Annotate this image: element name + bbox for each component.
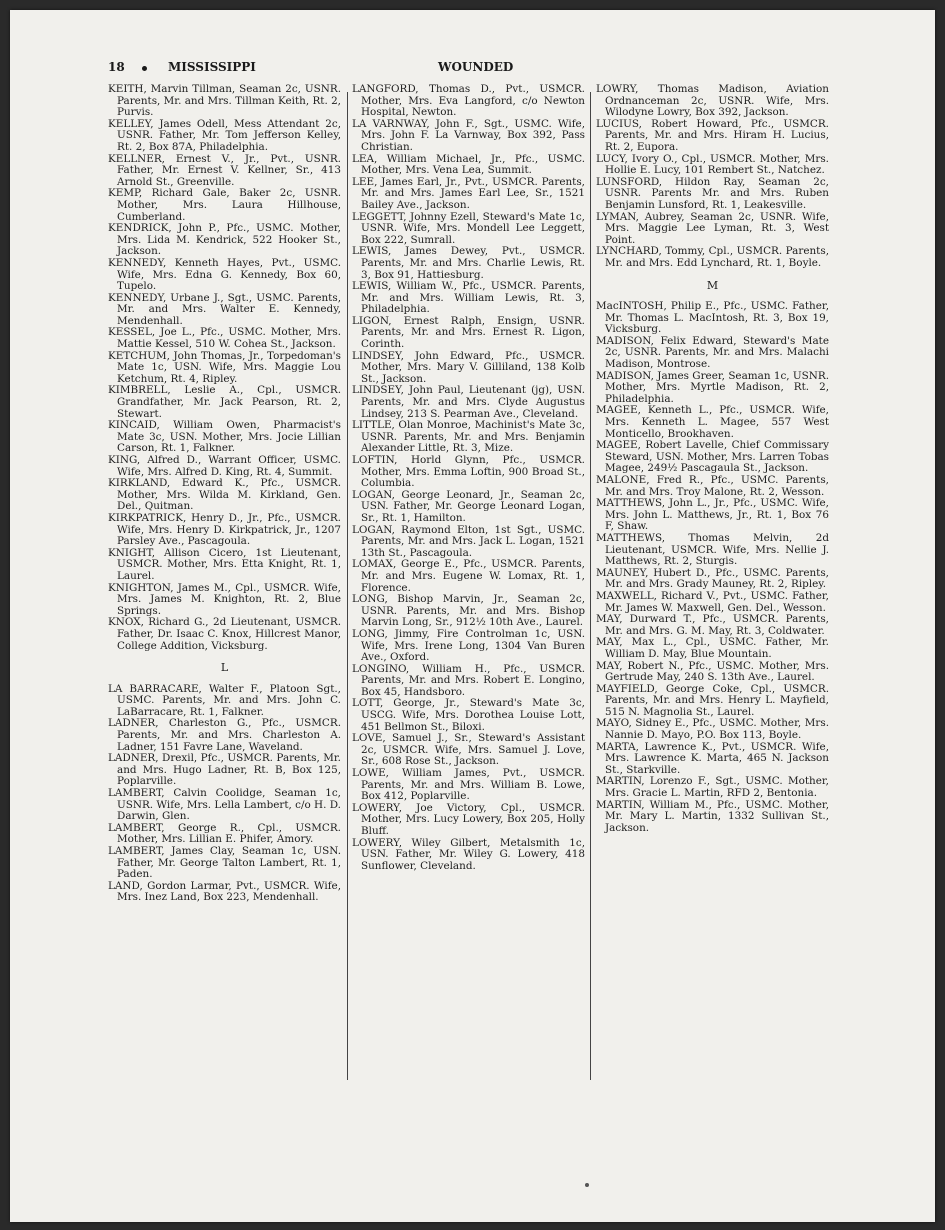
roster-entry: MAY, Durward T., Pfc., USMCR. Parents, Mr. and Mrs. G. M. May, Rt. 3, Coldwater.	[596, 613, 829, 637]
roster-entry: KENNEDY, Kenneth Hayes, Pvt., USMC. Wife, Mrs. Edna G. Kennedy, Box 60, Tupelo.	[108, 256, 341, 293]
roster-entry: KENDRICK, John P., Pfc., USMC. Mother, Mrs. Lida M. Kendrick, 522 Hooker St., Jackson.	[108, 222, 341, 258]
section-letter: M	[706, 278, 719, 292]
column-divider	[347, 92, 348, 1080]
roster-entry: LOMAX, George E., Pfc., USMCR. Parents, Mr. and Mrs. Eugene W. Lomax, Rt. 1, Florence.	[352, 558, 585, 594]
roster-entry: KINCAID, William Owen, Pharmacist's Mate 3c, USN. Mother, Mrs. Jocie Lillian Carson, Rt. 1, Falkner.	[108, 419, 341, 455]
page-header	[108, 60, 848, 76]
roster-entry: MAYFIELD, George Coke, Cpl., USMCR. Parents, Mr. and Mrs. Henry L. Mayfield, 515 N. Magnolia St., Laurel.	[596, 682, 829, 718]
roster-entry: MARTIN, Lorenzo F., Sgt., USMC. Mother, Mrs. Gracie L. Martin, RFD 2, Bentonia.	[596, 775, 829, 800]
roster-entry: LUCIUS, Robert Howard, Pfc., USMCR. Parents, Mr. and Mrs. Hiram H. Lucius, Rt. 2, Eupora.	[596, 117, 829, 153]
roster-entry: LEWIS, William W., Pfc., USMCR. Parents, Mr. and Mrs. William Lewis, Rt. 3, Philadelphia.	[352, 280, 585, 316]
roster-entry: LOWERY, Wiley Gilbert, Metalsmith 1c, USN. Father, Mr. Wiley G. Lowery, 418 Sunflower, Cleveland.	[352, 836, 585, 872]
roster-entry: MATTHEWS, Thomas Melvin, 2d Lieutenant, USMCR. Wife, Mrs. Nellie J. Matthews, Rt. 2, Sturgis.	[596, 531, 829, 568]
roster-entry: LANGFORD, Thomas D., Pvt., USMCR. Mother, Mrs. Eva Langford, c/o Newton Hospital, Newton.	[352, 83, 585, 119]
roster-entry: LEGGETT, Johnny Ezell, Steward's Mate 1c, USNR. Wife, Mrs. Mondell Lee Leggett, Box 222, Sumrall.	[352, 210, 585, 246]
entry-list	[596, 301, 829, 834]
roster-entry: LA VARNWAY, John F., Sgt., USMC. Wife, Mrs. John F. La Varnway, Box 392, Pass Christian.	[352, 117, 585, 153]
roster-entry: MARTIN, William M., Pfc., USMC. Mother, Mr. Mary L. Martin, 1332 Sullivan St., Jackson.	[596, 798, 829, 834]
page-mark	[585, 1183, 589, 1187]
roster-entry: MacINTOSH, Philip E., Pfc., USMC. Father, Mr. Thomas L. MacIntosh, Rt. 3, Box 19, Vicksburg.	[596, 300, 829, 336]
roster-entry: LEA, William Michael, Jr., Pfc., USMC. Mother, Mrs. Vena Lea, Summit.	[352, 152, 585, 177]
roster-entry: LOGAN, Raymond Elton, 1st Sgt., USMC. Parents, Mr. and Mrs. Jack L. Logan, 1521 13th St., Pascagoula.	[352, 523, 585, 559]
roster-entry: KEITH, Marvin Tillman, Seaman 2c, USNR. Parents, Mr. and Mrs. Tillman Keith, Rt. 2, Purvis.	[108, 83, 341, 119]
roster-entry: LONGINO, William H., Pfc., USMCR. Parents, Mr. and Mrs. Robert E. Longino, Box 45, Handsboro.	[352, 662, 585, 698]
roster-entry: LEWIS, James Dewey, Pvt., USMCR. Parents, Mr. and Mrs. Charlie Lewis, Rt. 3, Box 91, Hattiesburg.	[352, 245, 585, 281]
roster-entry: LADNER, Charleston G., Pfc., USMCR. Parents, Mr. and Mrs. Charleston A. Ladner, 151 Favre Lane, Waveland.	[108, 717, 341, 753]
roster-entry: KEMP, Richard Gale, Baker 2c, USNR. Mother, Mrs. Laura Hillhouse, Cumberland.	[108, 187, 341, 223]
roster-entry: KIMBRELL, Leslie A., Cpl., USMCR. Grandfather, Mr. Jack Pearson, Rt. 2, Stewart.	[108, 384, 341, 420]
roster-entry: MALONE, Fred R., Pfc., USMC. Parents, Mr. and Mrs. Troy Malone, Rt. 2, Wesson.	[596, 474, 829, 498]
roster-entry: MADISON, Felix Edward, Steward's Mate 2c, USNR. Parents, Mr. and Mrs. Malachi Madison, Montrose.	[596, 334, 829, 371]
roster-entry: LUCY, Ivory O., Cpl., USMCR. Mother, Mrs. Hollie E. Lucy, 101 Rembert St., Natchez.	[596, 152, 829, 177]
roster-entry: LAND, Gordon Larmar, Pvt., USMCR. Wife, Mrs. Inez Land, Box 223, Mendenhall.	[108, 879, 341, 904]
roster-entry: LIGON, Ernest Ralph, Ensign, USNR. Parents, Mr. and Mrs. Ernest R. Ligon, Corinth.	[352, 314, 585, 351]
roster-entry: KELLEY, James Odell, Mess Attendant 2c, USNR. Father, Mr. Tom Jefferson Kelley, Rt. 2, Box 87A, Philadelphia.	[108, 117, 341, 153]
entry-list	[352, 84, 585, 872]
roster-entry: LAMBERT, George R., Cpl., USMCR. Mother, Mrs. Lillian E. Phifer, Amory.	[108, 821, 341, 846]
roster-entry: MADISON, James Greer, Seaman 1c, USNR. Mother, Mrs. Myrtle Madison, Rt. 2, Philadelphia.	[596, 369, 829, 405]
roster-entry: LOGAN, George Leonard, Jr., Seaman 2c, USN. Father, Mr. George Leonard Logan, Sr., Rt. 1, Hamilton.	[352, 488, 585, 524]
roster-entry: LOWRY, Thomas Madison, Aviation Ordnanceman 2c, USNR. Wife, Mrs. Wilodyne Lowry, Box 392, Jackson.	[596, 83, 829, 119]
bullet-separator	[142, 66, 147, 71]
entry-list	[108, 84, 341, 652]
roster-entry: MAXWELL, Richard V., Pvt., USMC. Father, Mr. James W. Maxwell, Gen. Del., Wesson.	[596, 589, 829, 614]
page-number: 18	[108, 60, 125, 74]
column-divider	[590, 92, 591, 1080]
roster-entry: LOFTIN, Horld Glynn, Pfc., USMCR. Mother, Mrs. Emma Loftin, 900 Broad St., Columbia.	[352, 454, 585, 490]
section-letter: L	[220, 661, 229, 675]
roster-entry: LOWE, William James, Pvt., USMCR. Parents, Mr. and Mrs. William B. Lowe, Box 412, Poplarville.	[352, 767, 585, 803]
roster-entry: LUNSFORD, Hildon Ray, Seaman 2c, USNR. Parents Mr. and Mrs. Ruben Benjamin Lunsford, Rt. 1, Leakesville.	[596, 175, 829, 211]
roster-entry: LAMBERT, James Clay, Seaman 1c, USN. Father, Mr. George Talton Lambert, Rt. 1, Paden.	[108, 845, 341, 881]
roster-entry: KING, Alfred D., Warrant Officer, USMC. Wife, Mrs. Alfred D. King, Rt. 4, Summit.	[108, 454, 341, 478]
roster-entry: MAY, Max L., Cpl., USMC. Father, Mr. William D. May, Blue Mountain.	[596, 636, 829, 660]
roster-entry: LA BARRACARE, Walter F., Platoon Sgt., USMC. Parents, Mr. and Mrs. John C. LaBarracare, Rt. 1, Falkner.	[108, 682, 341, 718]
entry-list	[596, 84, 829, 270]
entry-list	[108, 684, 341, 904]
roster-entry: MAYO, Sidney E., Pfc., USMC. Mother, Mrs. Nannie D. Mayo, P.O. Box 113, Boyle.	[596, 717, 829, 742]
roster-entry: LOVE, Samuel J., Sr., Steward's Assistant 2c, USMCR. Wife, Mrs. Samuel J. Love, Sr., 608 Rose St., Jackson.	[352, 732, 585, 768]
roster-entry: KNIGHTON, James M., Cpl., USMCR. Wife, Mrs. James M. Knighton, Rt. 2, Blue Springs.	[108, 581, 341, 617]
roster-entry: KETCHUM, John Thomas, Jr., Torpedoman's Mate 1c, USN. Wife, Mrs. Maggie Lou Ketchum, Rt. 4, Ripley.	[108, 349, 341, 385]
roster-entry: KNIGHT, Allison Cicero, 1st Lieutenant, USMCR. Mother, Mrs. Etta Knight, Rt. 1, Laurel.	[108, 546, 341, 582]
roster-entry: LONG, Jimmy, Fire Controlman 1c, USN. Wife, Mrs. Irene Long, 1304 Van Buren Ave., Oxford.	[352, 627, 585, 664]
roster-entry: LOWERY, Joe Victory, Cpl., USMCR. Mother, Mrs. Lucy Lowery, Box 205, Holly Bluff.	[352, 801, 585, 837]
roster-entry: KESSEL, Joe L., Pfc., USMC. Mother, Mrs. Mattie Kessel, 510 W. Cohea St., Jackson.	[108, 326, 341, 351]
roster-entry: KIRKLAND, Edward K., Pfc., USMCR. Mother, Mrs. Wilda M. Kirkland, Gen. Del., Quitman.	[108, 477, 341, 513]
roster-entry: MAUNEY, Hubert D., Pfc., USMC. Parents, Mr. and Mrs. Grady Mauney, Rt. 2, Ripley.	[596, 566, 829, 591]
roster-entry: LONG, Bishop Marvin, Jr., Seaman 2c, USNR. Parents, Mr. and Mrs. Bishop Marvin Long, Sr., 912½ 10th Ave., Laurel.	[352, 593, 585, 629]
column-2	[352, 84, 585, 872]
roster-entry: LITTLE, Olan Monroe, Machinist's Mate 3c, USNR. Parents, Mr. and Mrs. Benjamin Alexander Little, Rt. 3, Mize.	[352, 419, 585, 455]
roster-entry: MAGEE, Robert Lavelle, Chief Commissary Steward, USN. Mother, Mrs. Larren Tobas Magee, 249½ Pascagaula St., Jackson.	[596, 439, 829, 475]
roster-entry: KENNEDY, Urbane J., Sgt., USMC. Parents, Mr. and Mrs. Walter E. Kennedy, Mendenhall.	[108, 291, 341, 327]
roster-entry: KNOX, Richard G., 2d Lieutenant, USMCR. Father, Dr. Isaac C. Knox, Hillcrest Manor, College Addition, Vicksburg.	[108, 616, 341, 652]
roster-entry: LAMBERT, Calvin Coolidge, Seaman 1c, USNR. Wife, Mrs. Lella Lambert, c/o H. D. Darwin, Glen.	[108, 787, 341, 823]
roster-entry: MATTHEWS, John L., Jr., Pfc., USMC. Wife, Mrs. John L. Matthews, Jr., Rt. 1, Box 76 F, Shaw.	[596, 497, 829, 533]
roster-entry: MAGEE, Kenneth L., Pfc., USMCR. Wife, Mrs. Kenneth L. Magee, 557 West Monticello, Brookhaven.	[596, 404, 829, 440]
roster-entry: MARTA, Lawrence K., Pvt., USMCR. Wife, Mrs. Lawrence K. Marta, 465 N. Jackson St., Starkville.	[596, 740, 829, 776]
state-name: MISSISSIPPI	[168, 60, 256, 74]
section-title: WOUNDED	[438, 60, 514, 74]
roster-entry: LYNCHARD, Tommy, Cpl., USMCR. Parents, Mr. and Mrs. Edd Lynchard, Rt. 1, Boyle.	[596, 245, 829, 269]
column-3	[596, 84, 829, 834]
column-1	[108, 84, 341, 904]
roster-entry: LINDSEY, John Paul, Lieutenant (jg), USN. Parents, Mr. and Mrs. Clyde Augustus Lindsey, 213 S. Pearman Ave., Cleveland.	[352, 384, 585, 420]
roster-entry: LOTT, George, Jr., Steward's Mate 3c, USCG. Wife, Mrs. Dorothea Louise Lott, 451 Bellmon St., Biloxi.	[352, 697, 585, 733]
roster-entry: LINDSEY, John Edward, Pfc., USMCR. Mother, Mrs. Mary V. Gilliland, 138 Kolb St., Jackson.	[352, 349, 585, 385]
roster-entry: LYMAN, Aubrey, Seaman 2c, USNR. Wife, Mrs. Maggie Lee Lyman, Rt. 3, West Point.	[596, 210, 829, 246]
roster-entry: MAY, Robert N., Pfc., USMC. Mother, Mrs. Gertrude May, 240 S. 13th Ave., Laurel.	[596, 659, 829, 684]
roster-entry: LADNER, Drexil, Pfc., USMCR. Parents, Mr. and Mrs. Hugo Ladner, Rt. B, Box 125, Poplarville.	[108, 752, 341, 788]
roster-entry: KIRKPATRICK, Henry D., Jr., Pfc., USMCR. Wife, Mrs. Henry D. Kirkpatrick, Jr., 1207 Parsley Ave., Pascagoula.	[108, 511, 341, 548]
roster-entry: LEE, James Earl, Jr., Pvt., USMCR. Parents, Mr. and Mrs. James Earl Lee, Sr., 1521 Bailey Ave., Jackson.	[352, 175, 585, 211]
roster-entry: KELLNER, Ernest V., Jr., Pvt., USNR. Father, Mr. Ernest V. Kellner, Sr., 413 Arnold St., Greenville.	[108, 152, 341, 188]
